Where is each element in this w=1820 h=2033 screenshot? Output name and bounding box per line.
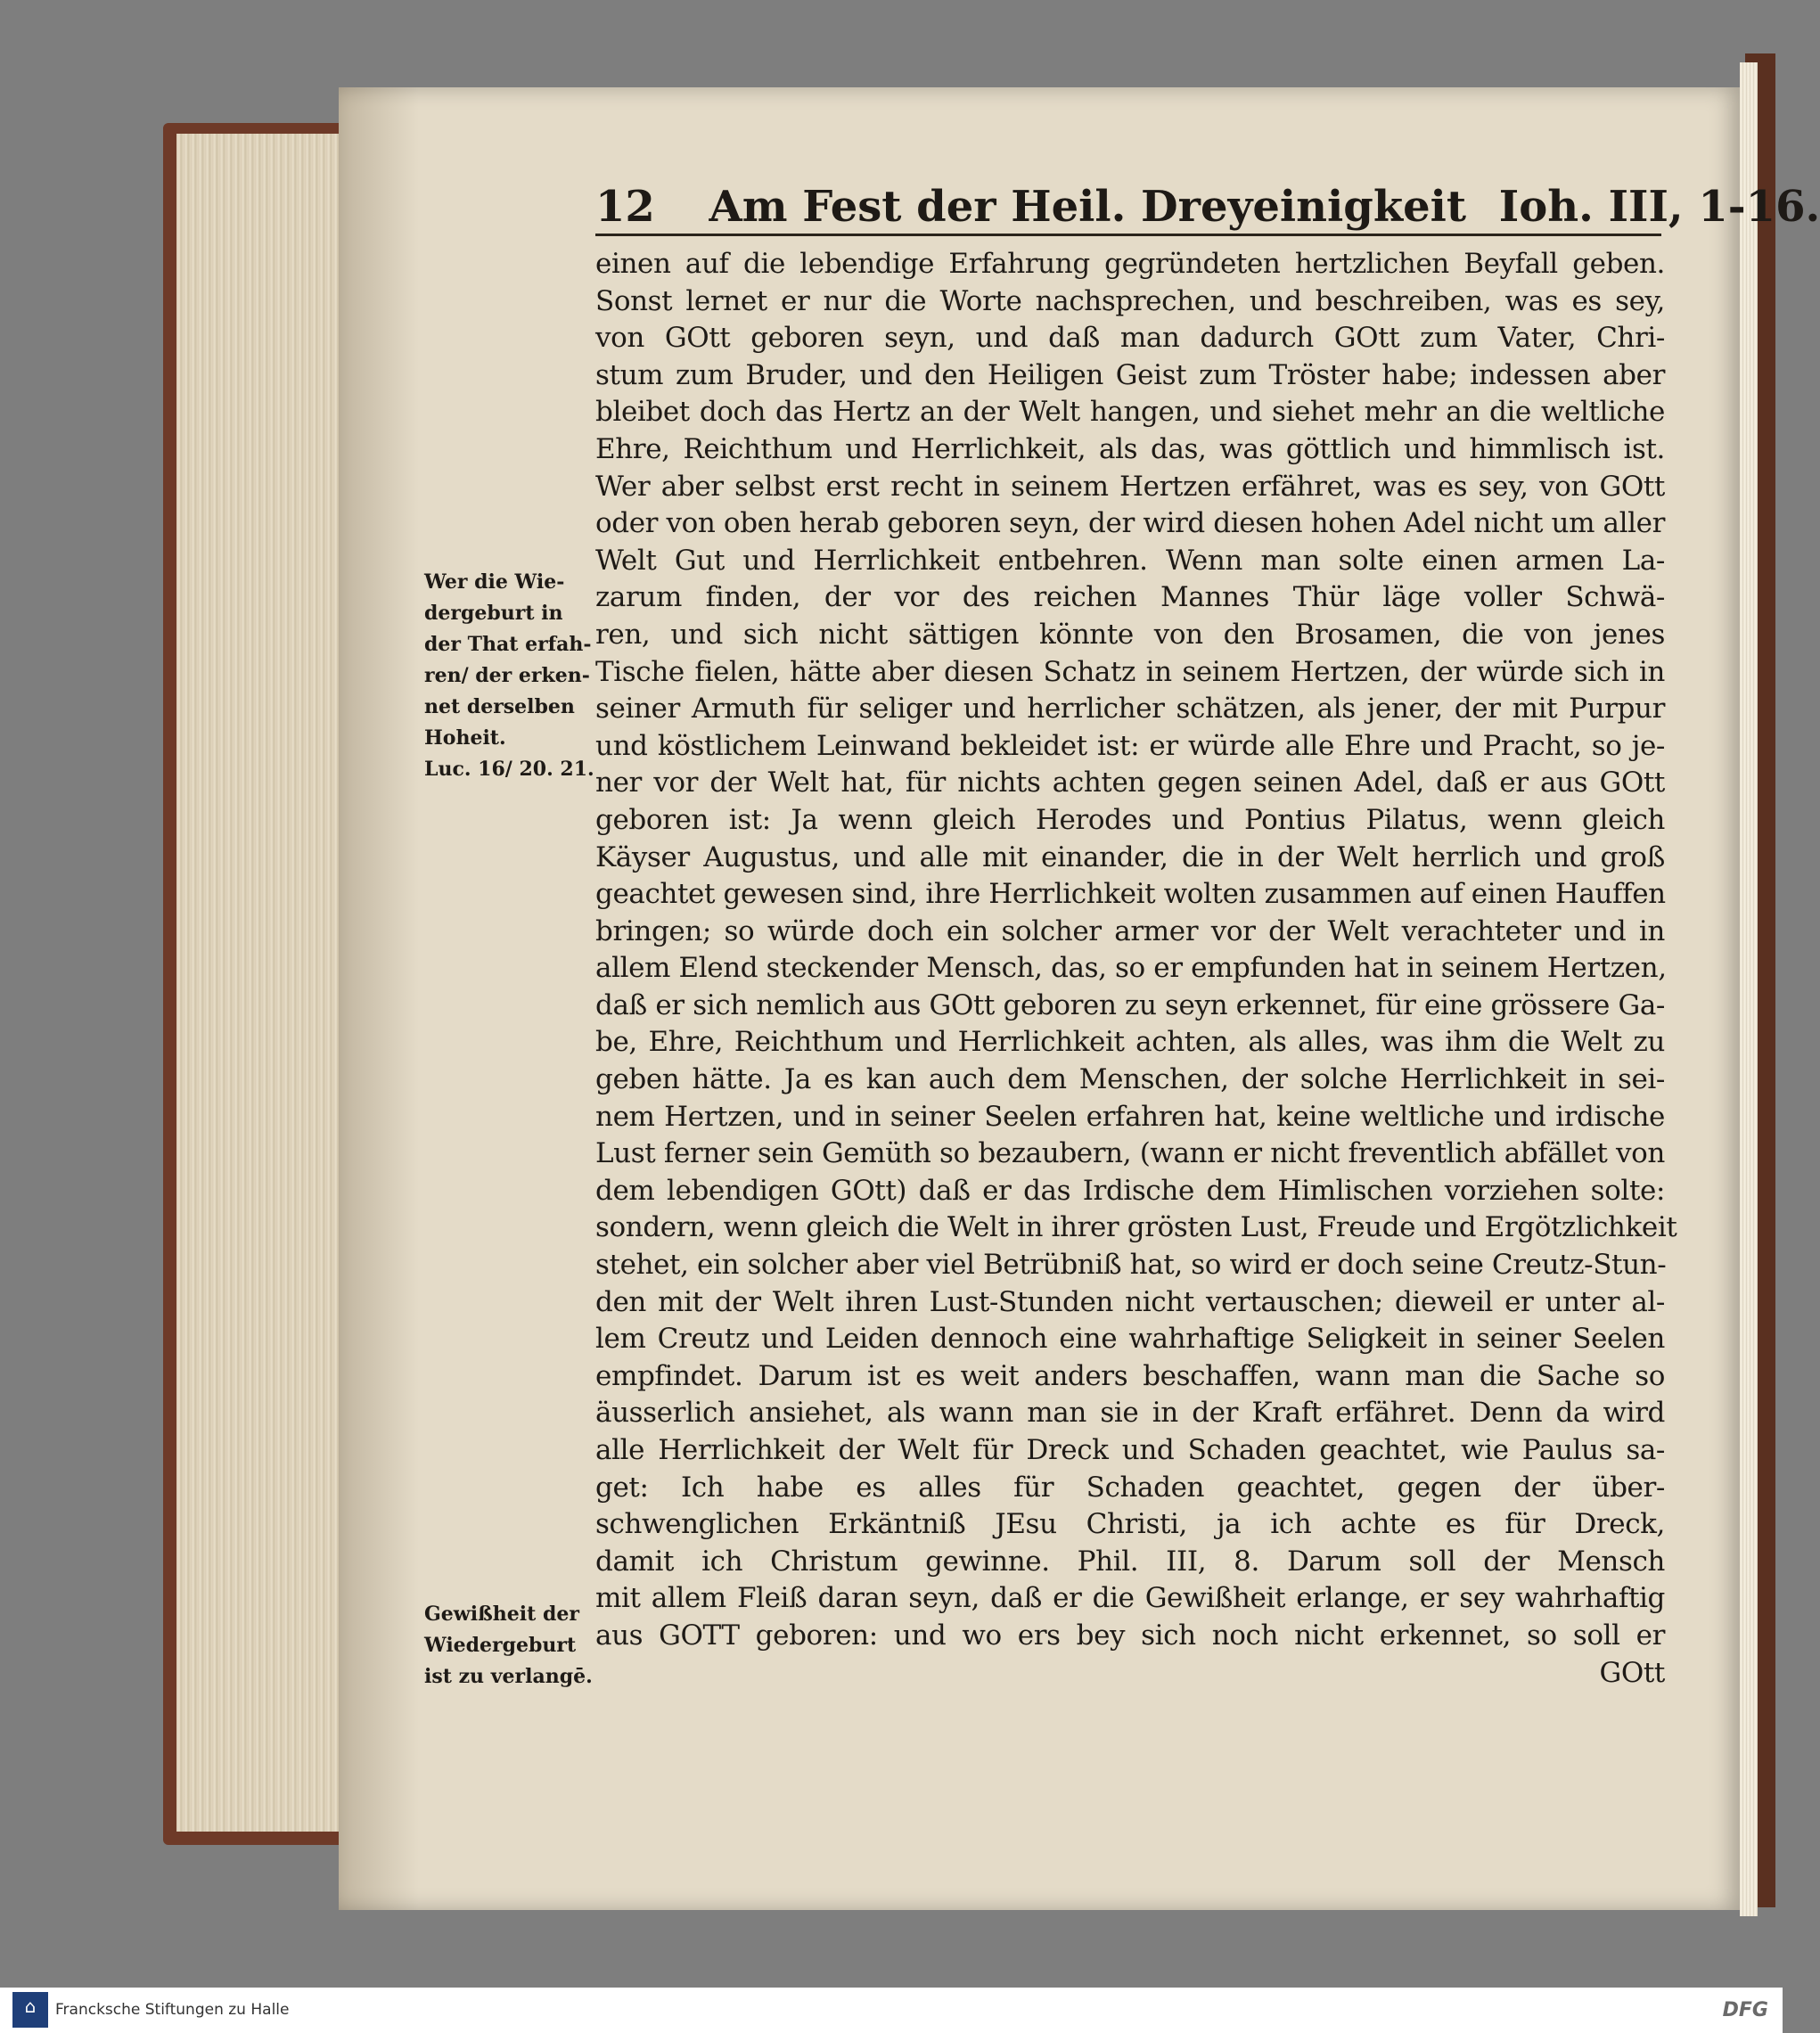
text-line: get: Ich habe es alles für Schaden geachtet, gegen der über- [595, 1471, 1665, 1504]
text-line: be, Ehre, Reichthum und Herrlichkeit achten, als alles, was ihm die Welt zu [595, 1026, 1665, 1059]
text-line: bringen; so würde doch ein solcher armer vor der Welt verachteter und in [595, 914, 1665, 947]
text-line: stum zum Bruder, und den Heiligen Geist zum Tröster habe; indessen aber [595, 358, 1665, 391]
text-line: empfindet. Darum ist es weit anders beschaffen, wann man die Sache so [595, 1359, 1665, 1392]
text-line: allem Elend steckender Mensch, das, so er empfunden hat in seinem Hertzen, [595, 952, 1667, 985]
marginal-note-line: der That erfah- [424, 633, 592, 656]
text-line: äusserlich ansiehet, als wann man sie in der Kraft erfähret. Denn da wird [595, 1397, 1665, 1430]
text-line: seiner Armuth für seliger und herrlicher schätzen, als jener, der mit Purpur [595, 693, 1665, 725]
marginal-note-line: ren/ der erken- [424, 664, 590, 687]
marginal-note-line: Gewißheit der [424, 1603, 579, 1626]
head-rule [595, 234, 1661, 236]
marginal-note-line: Luc. 16/ 20. 21. [424, 758, 594, 781]
text-line: lem Creutz und Leiden dennoch eine wahrhaftige Seligkeit in seiner Seelen [595, 1323, 1665, 1356]
text-line: den mit der Welt ihren Lust-Stunden nicht vertauschen; dieweil er unter al- [595, 1285, 1665, 1318]
text-line: ren, und sich nicht sättigen könnte von den Brosamen, die von jenes [595, 618, 1665, 651]
institution-logo[interactable] [12, 1992, 48, 2028]
text-line: stehet, ein solcher aber viel Betrübniß hat, so wird er doch seine Creutz-Stun- [595, 1249, 1667, 1282]
text-line: geben hätte. Ja es kan auch dem Menschen, der solche Herrlichkeit in sei- [595, 1063, 1665, 1096]
text-line: Welt Gut und Herrlichkeit entbehren. Wenn man solte einen armen La- [595, 544, 1665, 577]
marginal-note-line: Wiedergeburt [424, 1634, 577, 1657]
text-line: Käyser Augustus, und alle mit einander, die in der Welt herrlich und groß [595, 840, 1665, 873]
text-line: Ehre, Reichthum und Herrlichkeit, als das, was göttlich und himmlisch ist. [595, 432, 1665, 465]
text-line: ner vor der Welt hat, für nichts achten gegen seinen Adel, daß er aus GOtt [595, 766, 1665, 799]
text-line: Tische fielen, hätte aber diesen Schatz in seinem Hertzen, der würde sich in [595, 655, 1665, 688]
text-line: geachtet gewesen sind, ihre Herrlichkeit wolten zusammen auf einen Hauffen [595, 878, 1666, 911]
marginal-note-line: net derselben [424, 695, 575, 718]
main-text [595, 246, 1677, 1692]
text-line: zarum finden, der vor des reichen Mannes Thür läge voller Schwä- [595, 581, 1665, 614]
text-line: daß er sich nemlich aus GOtt geboren zu seyn erkennet, für eine grössere Ga- [595, 988, 1665, 1021]
text-line: von GOtt geboren seyn, und daß man dadurch GOtt zum Vater, Chri- [595, 322, 1665, 355]
marginal-note-certainty [424, 1599, 593, 1693]
catchword: GOtt [1599, 1656, 1665, 1689]
running-head [595, 175, 1820, 239]
text-line: schwenglichen Erkäntniß JEsu Christi, ja ich achte es für Dreck, [595, 1508, 1665, 1541]
text-line: dem lebendigen GOtt) daß er das Irdische dem Himlischen vorziehen solte: [595, 1174, 1665, 1207]
page-fore-edge [1740, 62, 1758, 1916]
page-gutter-shadow [339, 87, 419, 1910]
marginal-note-line: Wer die Wie- [424, 570, 565, 594]
running-title: Am Fest der Heil. Dreyeinigkeit [709, 182, 1467, 232]
marginal-note-rebirth [424, 567, 594, 785]
institution-name[interactable]: Francksche Stiftungen zu Halle [55, 2001, 290, 2019]
text-line: einen auf die lebendige Erfahrung gegründeten hertzlichen Beyfall geben. [595, 248, 1665, 280]
text-line: Sonst lernet er nur die Worte nachsprechen, und beschreiben, was es sey, [595, 284, 1665, 317]
running-reference: Ioh. III, 1-16. [1498, 182, 1820, 232]
text-line: alle Herrlichkeit der Welt für Dreck und Schaden geachtet, wie Paulus sa- [595, 1434, 1665, 1466]
text-line: sondern, wenn gleich die Welt in ihrer grösten Lust, Freude und Ergötzlichkeit [595, 1211, 1677, 1244]
text-line: aus GOTT geboren: und wo ers bey sich noch nicht erkennet, so soll er [595, 1619, 1665, 1652]
text-line: mit allem Fleiß daran seyn, daß er die Gewißheit erlange, er sey wahrhaftig [595, 1582, 1665, 1615]
viewer-footer [0, 1988, 1783, 2033]
text-line: oder von oben herab geboren seyn, der wird diesen hohen Adel nicht um aller [595, 507, 1665, 540]
marginal-note-line: ist zu verlangē. [424, 1665, 593, 1688]
page-number: 12 [595, 182, 655, 232]
text-line: Wer aber selbst erst recht in seinem Hertzen erfähret, was es sey, von GOtt [595, 470, 1665, 503]
building-icon: ⌂ [24, 1996, 37, 2017]
marginal-note-line: Hoheit. [424, 726, 506, 750]
text-line: Lust ferner sein Gemüth so bezaubern, (wann er nicht freventlich abfället von [595, 1137, 1665, 1170]
text-line: geboren ist: Ja wenn gleich Herodes und Pontius Pilatus, wenn gleich [595, 803, 1665, 836]
dfg-logo: DFG [1722, 1999, 1768, 2021]
text-line: nem Hertzen, und in seiner Seelen erfahren hat, keine weltliche und irdische [595, 1100, 1665, 1133]
text-line: bleibet doch das Hertz an der Welt hangen, und siehet mehr an die weltliche [595, 396, 1665, 429]
text-line: damit ich Christum gewinne. Phil. III, 8. Darum soll der Mensch [595, 1545, 1665, 1578]
marginal-note-line: dergeburt in [424, 602, 563, 625]
text-line: und köstlichem Leinwand bekleidet ist: er würde alle Ehre und Pracht, so je- [595, 729, 1665, 762]
